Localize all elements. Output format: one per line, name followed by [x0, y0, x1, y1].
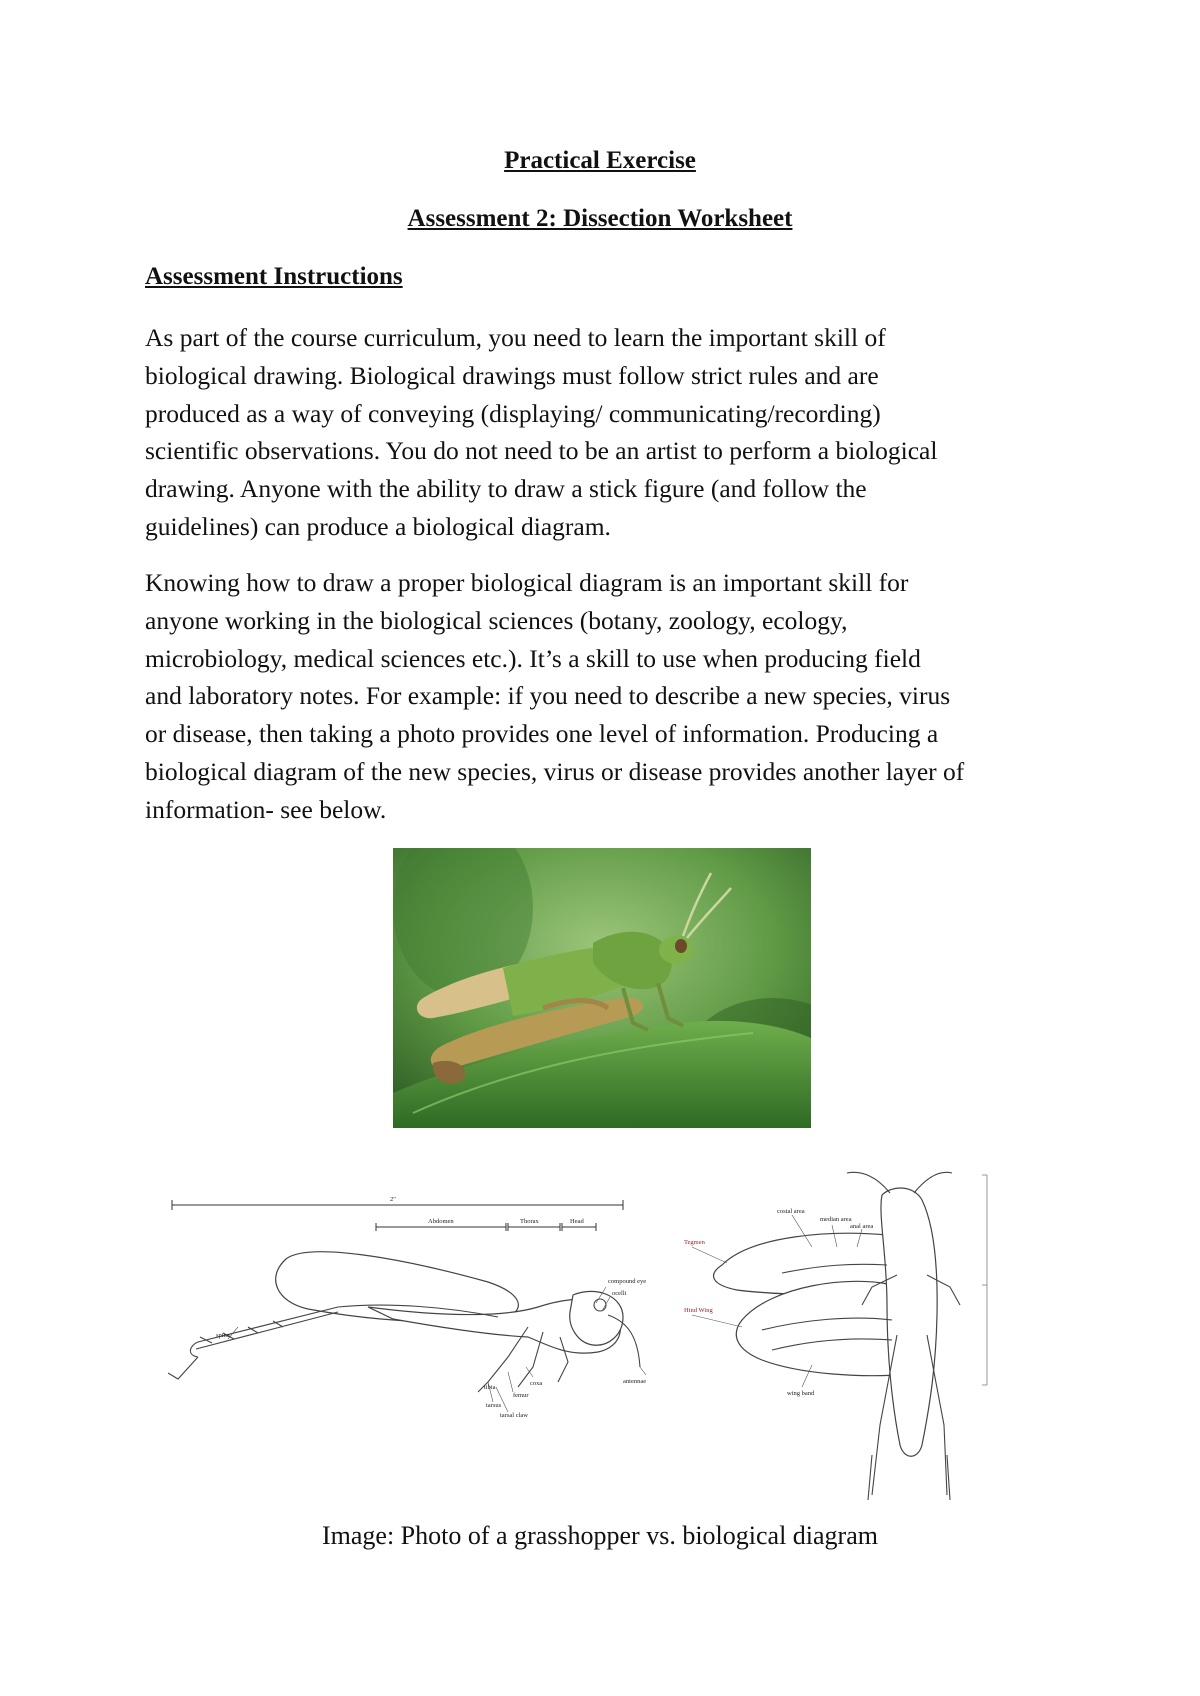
tibia-label: tibia — [484, 1384, 496, 1391]
paragraph-line: biological diagram of the new species, virus or disease provides another layer of — [145, 756, 965, 786]
abdomen-label: Abdomen — [428, 1218, 454, 1225]
tegmen-label: Tegmen — [684, 1239, 705, 1246]
page-title: Practical Exercise — [504, 147, 696, 174]
section-heading: Assessment Instructions — [145, 263, 403, 290]
costal-area-label: costal area — [777, 1208, 805, 1215]
length-label: 2" — [390, 1196, 396, 1203]
grasshopper-photo — [393, 848, 811, 1128]
spine-label: spine — [216, 1332, 230, 1339]
paragraph-importance — [145, 564, 1065, 829]
hind-wing-label: Hind Wing — [684, 1307, 713, 1314]
paragraph-line: Knowing how to draw a proper biological diagram is an important skill for — [145, 568, 909, 597]
thorax-label: Thorax — [520, 1218, 539, 1225]
figure-caption: Image: Photo of a grasshopper vs. biological diagram — [322, 1521, 878, 1550]
coxa-label: coxa — [530, 1380, 543, 1387]
page-subtitle: Assessment 2: Dissection Worksheet — [407, 205, 793, 232]
anal-area-label: anal area — [850, 1223, 874, 1230]
compound-eye-label: compound eye — [608, 1278, 647, 1285]
tarsal-claw-label: tarsal claw — [500, 1412, 528, 1419]
tarsus-label: tarsus — [486, 1402, 502, 1409]
paragraph-line: scientific observations. You do not need to be an artist to perform a biological — [145, 436, 938, 466]
paragraph-line: information- see below. — [145, 794, 387, 824]
antennae-label: antennae — [623, 1378, 647, 1385]
paragraph-line: guidelines) can produce a biological diagram. — [145, 511, 611, 541]
ocelli-label: ocelli — [612, 1290, 627, 1297]
median-area-label: median area — [820, 1216, 852, 1223]
paragraph-line: produced as a way of conveying (displaying/ communicating/recording) — [145, 398, 881, 428]
paragraph-line: biological drawing. Biological drawings must follow strict rules and are — [145, 360, 879, 390]
paragraph-line: anyone working in the biological sciences (botany, zoology, ecology, — [145, 605, 848, 635]
grasshopper-top-diagram — [682, 1155, 1042, 1510]
paragraph-intro — [145, 319, 1065, 546]
femur-label: femur — [513, 1392, 529, 1399]
paragraph-line: and laboratory notes. For example: if you need to describe a new species, virus — [145, 681, 951, 711]
head-label: Head — [570, 1218, 584, 1225]
paragraph-line: microbiology, medical sciences etc.). It’s a skill to use when producing field — [145, 643, 921, 673]
paragraph-line: As part of the course curriculum, you need to learn the important skill of — [145, 323, 886, 352]
wing-band-label: wing band — [787, 1390, 815, 1397]
paragraph-line: drawing. Anyone with the ability to draw a stick figure (and follow the — [145, 474, 867, 504]
paragraph-line: or disease, then taking a photo provides one level of information. Producing a — [145, 719, 939, 749]
grasshopper-side-diagram — [168, 1187, 658, 1427]
